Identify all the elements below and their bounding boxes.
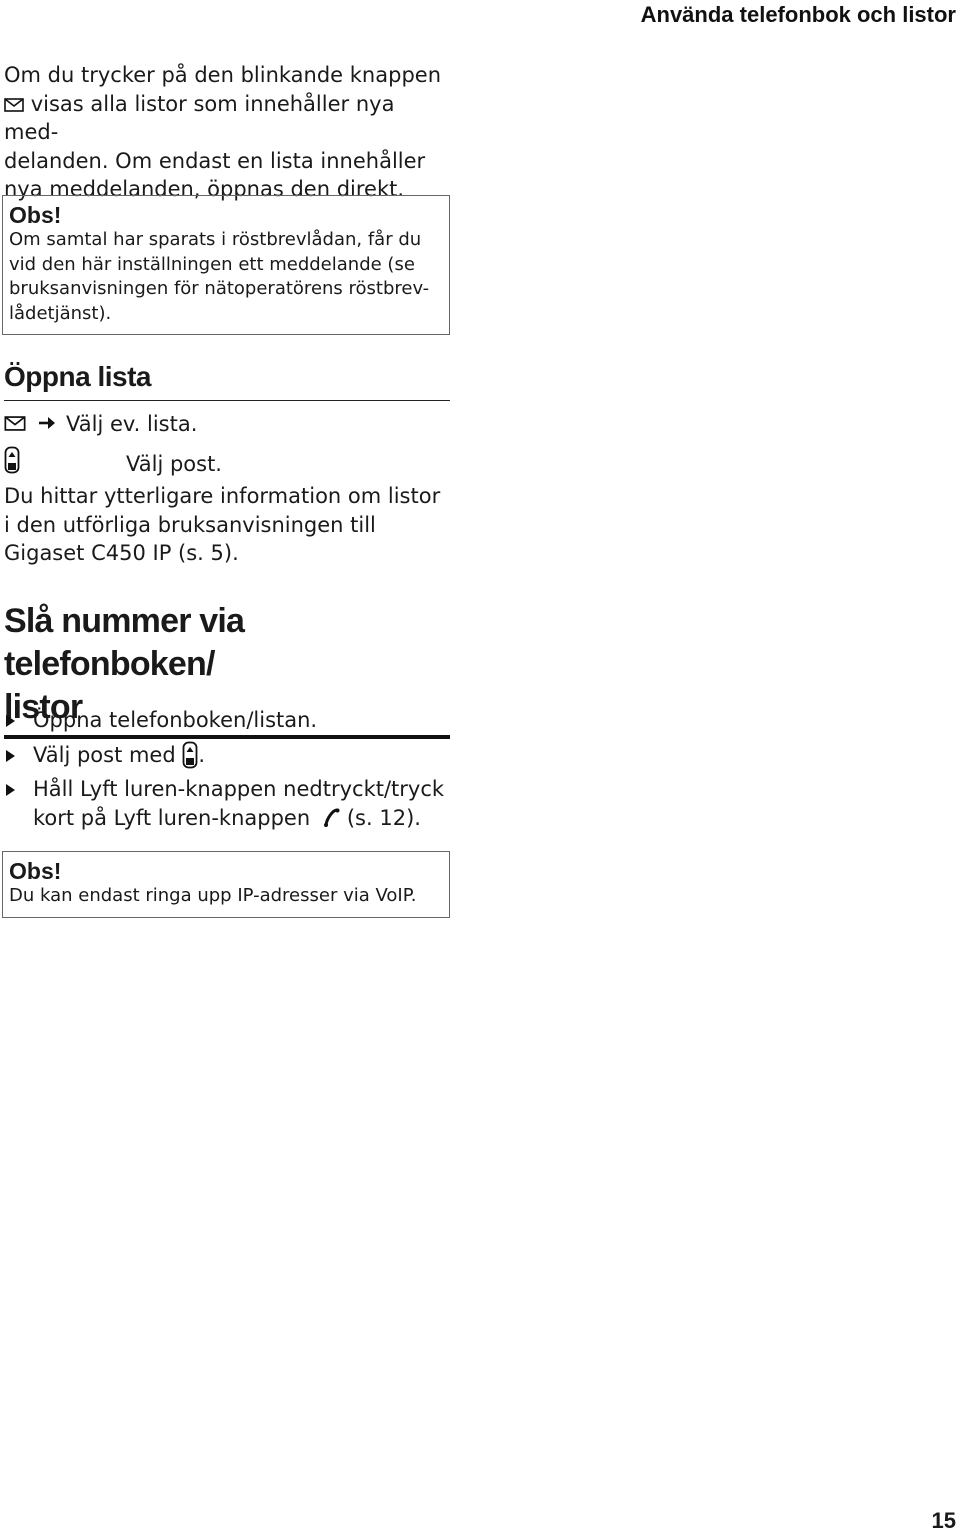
intro-line-3: delanden. Om endast en lista innehåller xyxy=(4,148,426,173)
section-heading-dial-line-2: listor xyxy=(4,688,83,726)
note-line: bruksanvisningen för nätoperatörens röstbrev- xyxy=(9,278,430,299)
section-heading-dial-line-1: Slå nummer via telefonboken/ xyxy=(4,602,245,683)
step-select-list-text: Välj ev. lista. xyxy=(66,412,198,436)
more-info-line: Du hittar ytterligare information om listor xyxy=(4,484,441,508)
more-info-line: Gigaset C450 IP (s. 5). xyxy=(4,541,239,565)
bullet-triangle-icon xyxy=(6,750,15,762)
page-number: 15 xyxy=(931,1508,956,1533)
running-header: Använda telefonbok och listor xyxy=(640,2,956,27)
navigation-key-icon xyxy=(4,446,20,481)
section-heading-open-list: Öppna lista xyxy=(4,360,450,401)
bullet-triangle-icon xyxy=(6,715,15,727)
step-select-list xyxy=(4,410,197,438)
bullet-text: Håll Lyft luren-knappen nedtryckt/tryck xyxy=(33,777,445,801)
note-text: Du kan endast ringa upp IP-adresser via VoIP. xyxy=(9,885,417,906)
bullet-text-end: (s. 12). xyxy=(346,806,421,830)
bullet-hold-talk xyxy=(4,775,450,833)
more-info-paragraph xyxy=(4,482,450,568)
navigation-key-icon xyxy=(182,741,198,770)
intro-line-4: nya meddelanden, öppnas den direkt. xyxy=(4,177,405,201)
step-select-entry xyxy=(4,446,222,481)
bullet-text: kort på Lyft luren-knappen xyxy=(33,806,311,830)
envelope-icon xyxy=(4,90,24,119)
intro-paragraph xyxy=(4,61,450,204)
note-line: Om samtal har sparats i röstbrevlådan, får du xyxy=(9,229,422,250)
bullet-text: Öppna telefonboken/listan. xyxy=(33,708,318,732)
intro-line-2 xyxy=(4,90,450,147)
arrow-right-icon xyxy=(38,410,56,438)
bullet-text-wrap xyxy=(33,741,450,770)
note-box xyxy=(2,195,450,335)
intro-line-1: Om du trycker på den blinkande knappen xyxy=(4,63,442,87)
intro-line-2-text: visas alla listor som innehåller nya med- xyxy=(4,91,395,144)
note-title: Obs! xyxy=(9,202,62,228)
bullet-select-entry xyxy=(4,741,450,770)
bullet-text-end: . xyxy=(198,743,206,767)
bullet-triangle-icon xyxy=(6,784,15,796)
step-select-entry-text: Välj post. xyxy=(126,451,222,476)
note-title: Obs! xyxy=(9,858,62,884)
envelope-icon xyxy=(4,410,26,438)
bullet-text-line-2-wrap xyxy=(33,804,450,833)
note-box-voip xyxy=(2,851,450,918)
bullet-text: Välj post med xyxy=(33,743,176,767)
more-info-line: i den utförliga bruksanvisningen till xyxy=(4,512,376,537)
note-line: vid den här inställningen ett meddelande (se xyxy=(9,253,415,275)
handset-icon xyxy=(323,804,341,833)
note-line: lådetjänst). xyxy=(9,302,112,324)
bullet-open-phonebook xyxy=(4,706,450,735)
